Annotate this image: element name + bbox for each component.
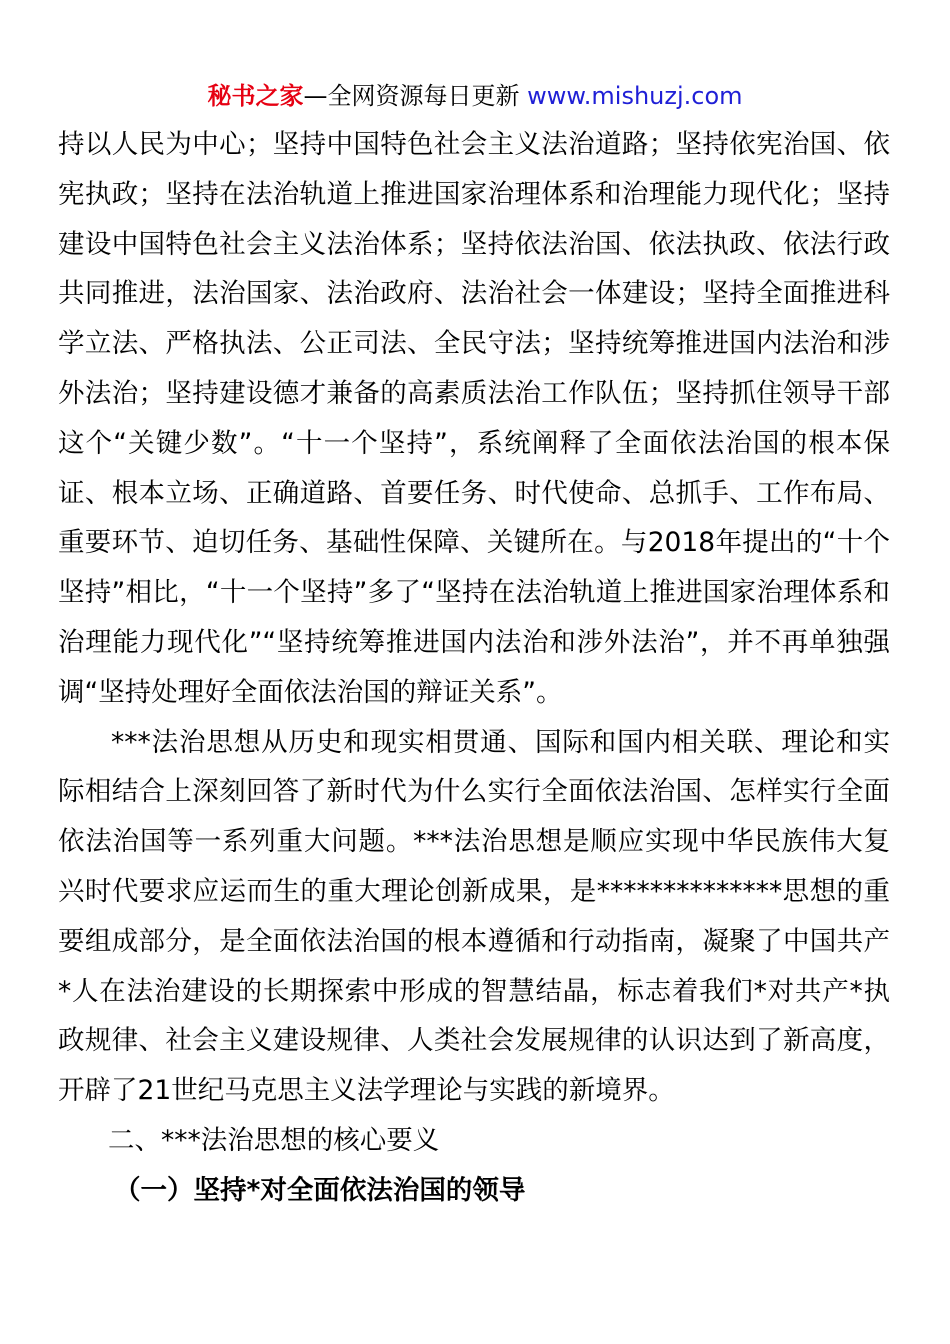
- paragraph-law-thought: ***法治思想从历史和现实相贯通、国际和国内相关联、理论和实际相结合上深刻回答了新时代为什么实行全面依法治国、怎样实行全面依法治国等一系列重大问题。***法治思想是顺应实现中华民族伟大复兴时代要求应运而生的重大理论创新成果，是**************思想的重要组成部分，是全面依法治国的根本遵循和行动指南，凝聚了中国共产*人在法治建设的长期探索中形成的智慧结晶，标志着我们*对共产*执政规律、社会主义建设规律、人类社会发展规律的认识达到了新高度，开辟了21世纪马克思主义法学理论与实践的新境界。: [58, 726, 890, 1107]
- document-body: [58, 120, 890, 1216]
- page-header: [0, 80, 950, 112]
- paragraph-continued: 持以人民为中心；坚持中国特色社会主义法治道路；坚持依宪治国、依宪执政；坚持在法治轨道上推进国家治理体系和治理能力现代化；坚持建设中国特色社会主义法治体系；坚持依法治国、依法执政、依法行政共同推进，法治国家、法治政府、法治社会一体建设；坚持全面推进科学立法、严格执法、公正司法、全民守法；坚持统筹推进国内法治和涉外法治；坚持建设德才兼备的高素质法治工作队伍；坚持抓住领导干部这个“关键少数”。“十一个坚持”，系统阐释了全面依法治国的根本保证、根本立场、正确道路、首要任务、时代使命、总抓手、工作布局、重要环节、迫切任务、基础性保障、关键所在。与2018年提出的“十个坚持”相比，“十一个坚持”多了“坚持在法治轨道上推进国家治理体系和治理能力现代化”“坚持统筹推进国内法治和涉外法治”，并不再单独强调“坚持处理好全面依法治国的辩证关系”。: [58, 129, 890, 708]
- brand-name: 秘书之家: [207, 82, 304, 110]
- site-url[interactable]: www.mishuzj.com: [527, 82, 743, 110]
- header-tagline: —全网资源每日更新: [303, 82, 520, 110]
- section-heading: 二、***法治思想的核心要义: [108, 1124, 440, 1156]
- subsection-heading: （一）坚持*对全面依法治国的领导: [114, 1174, 526, 1206]
